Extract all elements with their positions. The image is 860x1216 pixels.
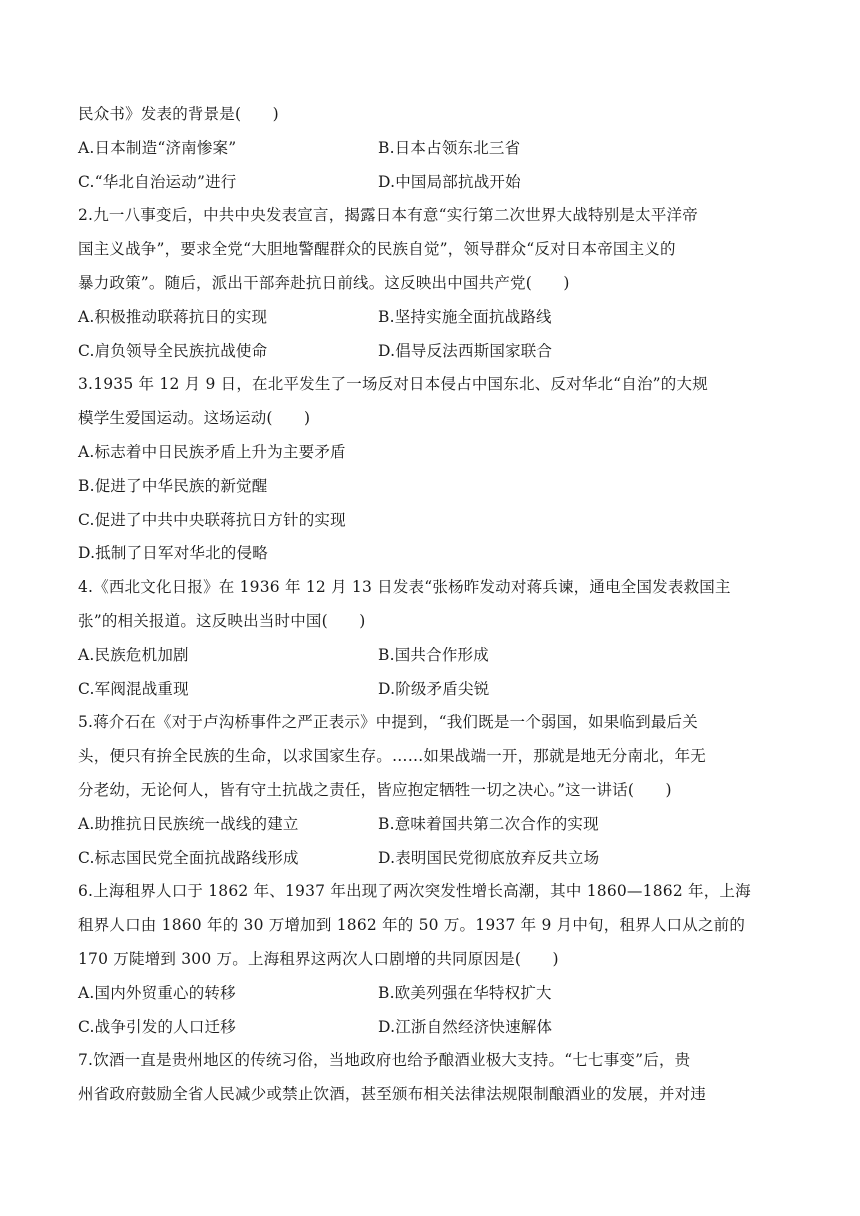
q5-stem-line: 5.蒋介石在《对于卢沟桥事件之严正表示》中提到，“我们既是一个弱国，如果临到最后关 xyxy=(78,713,698,732)
q2-stem-line: 2.九一八事变后，中共中央发表宣言，揭露日本有意“实行第二次世界大战特别是太平洋帝 xyxy=(78,206,698,225)
q4-options-row-1 xyxy=(78,639,798,673)
q3-option-b[interactable]: B.促进了中华民族的新觉醒 xyxy=(78,476,268,495)
q3-option-c[interactable]: C.促进了中共中央联蒋抗日方针的实现 xyxy=(78,510,346,529)
q5-option-c[interactable]: C.标志国民党全面抗战路线形成 xyxy=(78,848,299,867)
q5-option-a[interactable]: A.助推抗日民族统一战线的建立 xyxy=(78,814,299,833)
q2-option-b[interactable]: B.坚持实施全面抗战路线 xyxy=(378,307,552,326)
q5-option-d[interactable]: D.表明国民党彻底放弃反共立场 xyxy=(378,848,600,867)
q6-stem-line: 6.上海租界人口于 1862 年、1937 年出现了两次突发性增长高潮，其中 1860—1862 年，上海 xyxy=(78,882,751,901)
q1-options-row-1 xyxy=(78,132,798,166)
q2-options-row-1 xyxy=(78,301,798,335)
q2-stem-line: 国主义战争”，要求全党“大胆地警醒群众的民族自觉”，领导群众“反对日本帝国主义的 xyxy=(78,240,676,259)
q1-option-b[interactable]: B.日本占领东北三省 xyxy=(378,138,521,157)
q1-option-a[interactable]: A.日本制造“济南惨案” xyxy=(78,138,237,157)
q6-options-row-1 xyxy=(78,977,798,1011)
q1-option-d[interactable]: D.中国局部抗战开始 xyxy=(378,172,521,191)
q6-option-d[interactable]: D.江浙自然经济快速解体 xyxy=(378,1017,553,1036)
q3-stem-line: 3.1935 年 12 月 9 日，在北平发生了一场反对日本侵占中国东北、反对华北“自治”的大规 xyxy=(78,375,708,394)
q5-option-b[interactable]: B.意味着国共第二次合作的实现 xyxy=(378,814,599,833)
q7-stem-line: 州省政府鼓励全省人民减少或禁止饮酒，甚至颁布相关法律法规限制酿酒业的发展，并对违 xyxy=(78,1085,707,1104)
q5-options-row-1 xyxy=(78,808,798,842)
q7-stem-line: 7.饮酒一直是贵州地区的传统习俗，当地政府也给予酿酒业极大支持。“七七事变”后，贵 xyxy=(78,1051,691,1070)
q5-stem-line: 分老幼，无论何人，皆有守土抗战之责任，皆应抱定牺牲一切之决心。”这一讲话( ) xyxy=(78,780,672,799)
q6-stem-line: 租界人口由 1860 年的 30 万增加到 1862 年的 50 万。1937 年 9 月中旬，租界人口从之前的 xyxy=(78,916,746,935)
q3-option-d[interactable]: D.抵制了日军对华北的侵略 xyxy=(78,544,268,563)
q6-options-row-2 xyxy=(78,1011,798,1045)
q4-stem-line: 张”的相关报道。这反映出当时中国( ) xyxy=(78,611,366,630)
q2-option-d[interactable]: D.倡导反法西斯国家联合 xyxy=(378,341,553,360)
exam-page xyxy=(78,98,798,1112)
q4-option-a[interactable]: A.民族危机加剧 xyxy=(78,645,189,664)
q5-options-row-2 xyxy=(78,842,798,876)
q4-option-d[interactable]: D.阶级矛盾尖锐 xyxy=(378,679,490,698)
q2-option-c[interactable]: C.肩负领导全民族抗战使命 xyxy=(78,341,268,360)
q6-option-b[interactable]: B.欧美列强在华特权扩大 xyxy=(378,983,552,1002)
q1-stem-tail: 民众书》发表的背景是( ) xyxy=(78,105,279,123)
q3-option-a[interactable]: A.标志着中日民族矛盾上升为主要矛盾 xyxy=(78,442,346,461)
q1-option-c[interactable]: C.“华北自治运动”进行 xyxy=(78,172,237,191)
q6-stem-line: 170 万陡增到 300 万。上海租界这两次人口剧增的共同原因是( ) xyxy=(78,949,559,968)
q6-option-c[interactable]: C.战争引发的人口迁移 xyxy=(78,1017,236,1036)
q3-stem-line: 模学生爱国运动。这场运动( ) xyxy=(78,409,311,428)
q4-option-c[interactable]: C.军阀混战重现 xyxy=(78,679,189,698)
q6-option-a[interactable]: A.国内外贸重心的转移 xyxy=(78,983,236,1002)
q4-options-row-2 xyxy=(78,673,798,707)
q4-stem-line: 4.《西北文化日报》在 1936 年 12 月 13 日发表“张杨昨发动对蒋兵谏，通电全国发表救国主 xyxy=(78,578,731,597)
q2-option-a[interactable]: A.积极推动联蒋抗日的实现 xyxy=(78,307,268,326)
q4-option-b[interactable]: B.国共合作形成 xyxy=(378,645,489,664)
q2-options-row-2 xyxy=(78,335,798,369)
q2-stem-line: 暴力政策”。随后，派出干部奔赴抗日前线。这反映出中国共产党( ) xyxy=(78,273,570,292)
q5-stem-line: 头，便只有拚全民族的生命，以求国家生存。……如果战端一开，那就是地无分南北，年无 xyxy=(78,747,707,766)
q1-options-row-2 xyxy=(78,166,798,200)
